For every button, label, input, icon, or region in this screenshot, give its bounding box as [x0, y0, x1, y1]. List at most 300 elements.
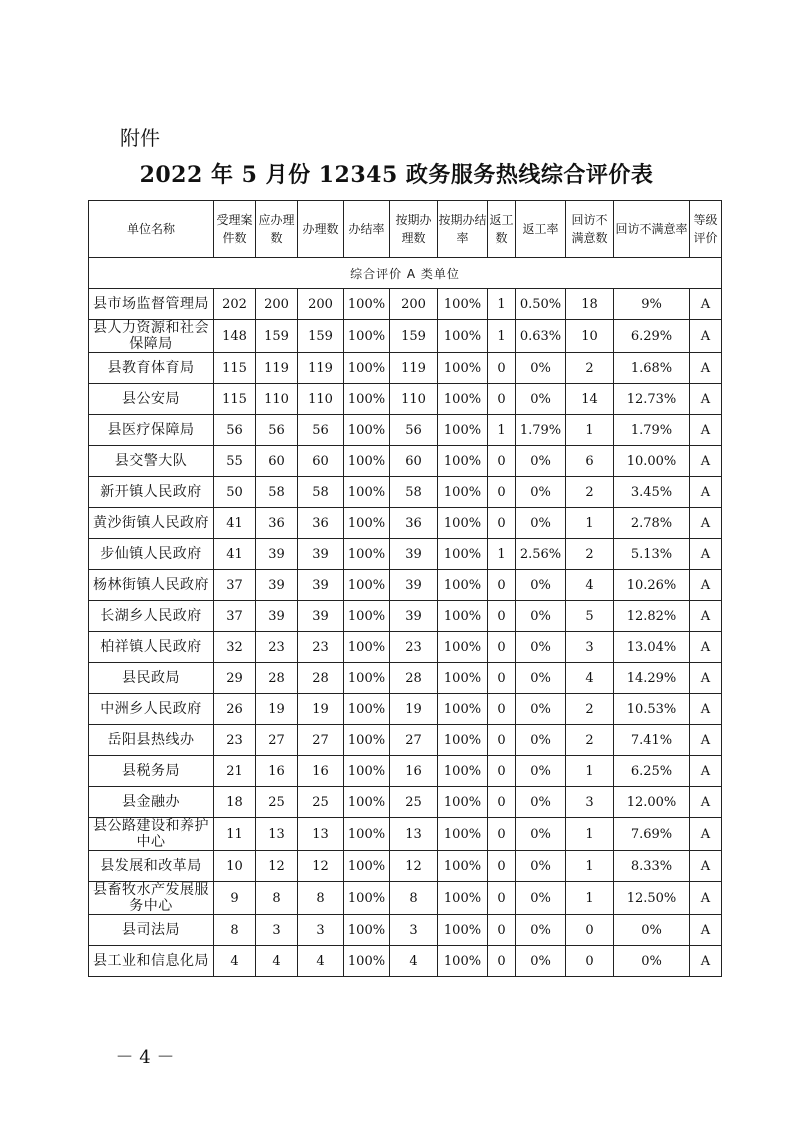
- table-cell: 6.25%: [614, 756, 690, 787]
- table-row: [89, 915, 722, 946]
- table-cell: 100%: [438, 353, 488, 384]
- table-cell: 0%: [516, 663, 566, 694]
- table-cell: 10: [214, 851, 256, 882]
- table-cell: 100%: [438, 477, 488, 508]
- table-row: [89, 477, 722, 508]
- table-cell: 32: [214, 632, 256, 663]
- table-cell: 0.63%: [516, 320, 566, 353]
- table-cell: A: [690, 725, 722, 756]
- table-cell: 12: [298, 851, 344, 882]
- table-cell: 6: [566, 446, 614, 477]
- table-row: [89, 694, 722, 725]
- table-cell: 0%: [516, 915, 566, 946]
- table-cell: 10.53%: [614, 694, 690, 725]
- table-cell: A: [690, 663, 722, 694]
- unit-name-cell: 中洲乡人民政府: [89, 694, 214, 725]
- table-row: [89, 601, 722, 632]
- table-cell: A: [690, 289, 722, 320]
- table-cell: 13: [256, 818, 298, 851]
- table-cell: A: [690, 446, 722, 477]
- table-cell: 100%: [344, 570, 390, 601]
- attachment-label: 附件: [120, 126, 160, 150]
- unit-name-cell: 县市场监督管理局: [89, 289, 214, 320]
- table-cell: A: [690, 694, 722, 725]
- table-cell: 115: [214, 353, 256, 384]
- table-cell: 100%: [344, 946, 390, 977]
- table-cell: A: [690, 601, 722, 632]
- table-cell: 0%: [516, 570, 566, 601]
- unit-name-cell: 县医疗保障局: [89, 415, 214, 446]
- table-cell: 100%: [438, 570, 488, 601]
- table-cell: 0: [566, 915, 614, 946]
- table-cell: 6.29%: [614, 320, 690, 353]
- table-cell: 100%: [344, 384, 390, 415]
- table-cell: A: [690, 882, 722, 915]
- table-cell: 159: [256, 320, 298, 353]
- table-cell: 39: [256, 570, 298, 601]
- table-cell: 19: [256, 694, 298, 725]
- table-cell: A: [690, 946, 722, 977]
- table-row: [89, 508, 722, 539]
- table-cell: 2: [566, 539, 614, 570]
- table-cell: 8.33%: [614, 851, 690, 882]
- table-cell: 23: [214, 725, 256, 756]
- table-cell: 10: [566, 320, 614, 353]
- table-cell: 119: [390, 353, 438, 384]
- table-cell: 1: [566, 851, 614, 882]
- table-cell: 100%: [438, 508, 488, 539]
- table-row: [89, 882, 722, 915]
- table-cell: A: [690, 320, 722, 353]
- table-cell: 29: [214, 663, 256, 694]
- table-cell: 0%: [614, 946, 690, 977]
- table-cell: 56: [298, 415, 344, 446]
- table-cell: 148: [214, 320, 256, 353]
- page-title: 2022 年 5 月份 12345 政务服务热线综合评价表: [139, 162, 654, 188]
- table-cell: 4: [566, 663, 614, 694]
- table-cell: 100%: [344, 320, 390, 353]
- table-cell: 3: [566, 787, 614, 818]
- table-cell: 3: [256, 915, 298, 946]
- table-cell: 19: [390, 694, 438, 725]
- table-cell: 0%: [516, 477, 566, 508]
- table-cell: 100%: [438, 725, 488, 756]
- table-cell: 0: [488, 915, 516, 946]
- table-cell: 115: [214, 384, 256, 415]
- table-cell: 100%: [438, 415, 488, 446]
- unit-name-cell: 县发展和改革局: [89, 851, 214, 882]
- table-cell: 10.26%: [614, 570, 690, 601]
- table-cell: 0%: [516, 446, 566, 477]
- table-cell: 14: [566, 384, 614, 415]
- table-cell: 0%: [614, 915, 690, 946]
- table-cell: 0%: [516, 508, 566, 539]
- table-cell: 28: [256, 663, 298, 694]
- table-cell: 0: [566, 946, 614, 977]
- header-cases-accepted: 受理案件数: [214, 201, 256, 258]
- table-cell: 1: [566, 818, 614, 851]
- table-cell: 27: [256, 725, 298, 756]
- table-cell: 100%: [438, 756, 488, 787]
- table-cell: 119: [298, 353, 344, 384]
- table-cell: 5.13%: [614, 539, 690, 570]
- table-row: [89, 756, 722, 787]
- table-cell: 23: [256, 632, 298, 663]
- table-cell: 100%: [438, 694, 488, 725]
- table-cell: 3: [298, 915, 344, 946]
- table-cell: 12: [390, 851, 438, 882]
- table-cell: 100%: [438, 539, 488, 570]
- table-cell: 0: [488, 508, 516, 539]
- table-cell: 0: [488, 353, 516, 384]
- table-cell: 60: [390, 446, 438, 477]
- table-cell: 8: [390, 882, 438, 915]
- unit-name-cell: 长湖乡人民政府: [89, 601, 214, 632]
- table-cell: 39: [256, 539, 298, 570]
- table-cell: 37: [214, 601, 256, 632]
- unit-name-cell: 县公路建设和养护中心: [89, 818, 214, 851]
- table-cell: 3.45%: [614, 477, 690, 508]
- table-cell: 100%: [438, 601, 488, 632]
- header-unit-name: 单位名称: [89, 201, 214, 258]
- table-cell: 7.41%: [614, 725, 690, 756]
- table-cell: 1: [566, 882, 614, 915]
- table-cell: 28: [298, 663, 344, 694]
- table-cell: 2.56%: [516, 539, 566, 570]
- table-cell: 56: [214, 415, 256, 446]
- table-cell: 0: [488, 787, 516, 818]
- table-cell: 28: [390, 663, 438, 694]
- unit-name-cell: 县工业和信息化局: [89, 946, 214, 977]
- table-cell: 110: [298, 384, 344, 415]
- table-cell: 0: [488, 756, 516, 787]
- section-label: 综合评价 A 类单位: [89, 258, 722, 289]
- table-cell: 1.79%: [614, 415, 690, 446]
- table-cell: 23: [298, 632, 344, 663]
- table-cell: 36: [298, 508, 344, 539]
- table-cell: A: [690, 384, 722, 415]
- table-cell: 5: [566, 601, 614, 632]
- table-cell: 1: [488, 320, 516, 353]
- table-cell: 100%: [438, 882, 488, 915]
- table-cell: A: [690, 353, 722, 384]
- unit-name-cell: 县司法局: [89, 915, 214, 946]
- table-cell: 39: [298, 601, 344, 632]
- table-cell: 0: [488, 818, 516, 851]
- table-cell: 37: [214, 570, 256, 601]
- table-cell: 56: [390, 415, 438, 446]
- table-row: [89, 446, 722, 477]
- table-cell: 100%: [438, 384, 488, 415]
- header-on-time-handled: 按期办理数: [390, 201, 438, 258]
- table-cell: 39: [298, 539, 344, 570]
- table-cell: 0: [488, 694, 516, 725]
- header-should-handle: 应办理数: [256, 201, 298, 258]
- table-row: [89, 632, 722, 663]
- table-cell: 3: [566, 632, 614, 663]
- unit-name-cell: 岳阳县热线办: [89, 725, 214, 756]
- table-cell: 1.68%: [614, 353, 690, 384]
- table-cell: 100%: [438, 787, 488, 818]
- table-cell: 2.78%: [614, 508, 690, 539]
- table-cell: 50: [214, 477, 256, 508]
- table-cell: 100%: [438, 446, 488, 477]
- table-cell: 1: [488, 415, 516, 446]
- table-cell: 2: [566, 694, 614, 725]
- table-cell: 1: [488, 289, 516, 320]
- table-cell: 0: [488, 882, 516, 915]
- table-cell: 3: [390, 915, 438, 946]
- table-cell: 100%: [344, 446, 390, 477]
- table-cell: 16: [298, 756, 344, 787]
- table-cell: A: [690, 787, 722, 818]
- table-cell: 12.73%: [614, 384, 690, 415]
- table-cell: 0: [488, 725, 516, 756]
- table-row: [89, 320, 722, 353]
- table-cell: 7.69%: [614, 818, 690, 851]
- header-rework-count: 返工数: [488, 201, 516, 258]
- table-row: [89, 539, 722, 570]
- table-cell: 100%: [344, 851, 390, 882]
- table-cell: 58: [256, 477, 298, 508]
- table-cell: 0%: [516, 725, 566, 756]
- table-cell: 21: [214, 756, 256, 787]
- unit-name-cell: 新开镇人民政府: [89, 477, 214, 508]
- table-row: [89, 570, 722, 601]
- table-cell: 14.29%: [614, 663, 690, 694]
- table-cell: 100%: [344, 787, 390, 818]
- section-row: [89, 258, 722, 289]
- table-cell: 16: [256, 756, 298, 787]
- table-cell: 159: [390, 320, 438, 353]
- table-row: [89, 663, 722, 694]
- table-cell: 0%: [516, 632, 566, 663]
- table-cell: 0: [488, 384, 516, 415]
- table-cell: 9: [214, 882, 256, 915]
- table-cell: 13: [390, 818, 438, 851]
- table-cell: 18: [214, 787, 256, 818]
- table-cell: A: [690, 915, 722, 946]
- table-cell: 8: [256, 882, 298, 915]
- table-cell: 0%: [516, 353, 566, 384]
- table-cell: 0%: [516, 601, 566, 632]
- header-grade: 等级评价: [690, 201, 722, 258]
- table-cell: 0: [488, 446, 516, 477]
- table-cell: 4: [214, 946, 256, 977]
- table-cell: 100%: [344, 539, 390, 570]
- table-cell: 1: [566, 508, 614, 539]
- table-cell: 100%: [344, 289, 390, 320]
- table-cell: A: [690, 570, 722, 601]
- table-cell: 56: [256, 415, 298, 446]
- table-row: [89, 818, 722, 851]
- unit-name-cell: 县教育体育局: [89, 353, 214, 384]
- table-cell: 2: [566, 353, 614, 384]
- table-cell: 200: [256, 289, 298, 320]
- table-row: [89, 787, 722, 818]
- table-cell: A: [690, 818, 722, 851]
- table-cell: 100%: [344, 601, 390, 632]
- table-cell: 0: [488, 601, 516, 632]
- unit-name-cell: 县畜牧水产发展服务中心: [89, 882, 214, 915]
- table-cell: 16: [390, 756, 438, 787]
- table-cell: 0: [488, 570, 516, 601]
- unit-name-cell: 县税务局: [89, 756, 214, 787]
- table-cell: 39: [298, 570, 344, 601]
- table-cell: 100%: [438, 915, 488, 946]
- unit-name-cell: 县民政局: [89, 663, 214, 694]
- table-cell: 100%: [344, 882, 390, 915]
- table-cell: 100%: [344, 915, 390, 946]
- table-cell: 58: [298, 477, 344, 508]
- table-cell: 119: [256, 353, 298, 384]
- table-cell: A: [690, 851, 722, 882]
- table-cell: 39: [256, 601, 298, 632]
- table-cell: 1.79%: [516, 415, 566, 446]
- table-cell: 0%: [516, 384, 566, 415]
- table-cell: 0: [488, 851, 516, 882]
- table-cell: 13.04%: [614, 632, 690, 663]
- table-row: [89, 725, 722, 756]
- table-cell: 13: [298, 818, 344, 851]
- header-rework-rate: 返工率: [516, 201, 566, 258]
- table-cell: 1: [488, 539, 516, 570]
- table-cell: 100%: [438, 320, 488, 353]
- table-cell: 8: [214, 915, 256, 946]
- header-completion-rate: 办结率: [344, 201, 390, 258]
- table-cell: 4: [566, 570, 614, 601]
- table-row: [89, 851, 722, 882]
- table-cell: 25: [298, 787, 344, 818]
- unit-name-cell: 县金融办: [89, 787, 214, 818]
- table-cell: 8: [298, 882, 344, 915]
- table-cell: 18: [566, 289, 614, 320]
- table-row: [89, 946, 722, 977]
- table-cell: A: [690, 756, 722, 787]
- table-cell: 0%: [516, 946, 566, 977]
- table-cell: A: [690, 477, 722, 508]
- table-cell: 100%: [438, 289, 488, 320]
- table-cell: 110: [256, 384, 298, 415]
- page-number: － 4 －: [115, 1047, 175, 1068]
- table-cell: 39: [390, 570, 438, 601]
- header-handled: 办理数: [298, 201, 344, 258]
- table-cell: 100%: [344, 415, 390, 446]
- header-dissatisfied-rate: 回访不满意率: [614, 201, 690, 258]
- table-cell: 0: [488, 632, 516, 663]
- table-cell: 12.82%: [614, 601, 690, 632]
- table-cell: 100%: [438, 632, 488, 663]
- table-cell: A: [690, 508, 722, 539]
- table-cell: 0.50%: [516, 289, 566, 320]
- table-cell: 12: [256, 851, 298, 882]
- table-cell: A: [690, 632, 722, 663]
- table-cell: 200: [298, 289, 344, 320]
- table-cell: 1: [566, 415, 614, 446]
- table-cell: 39: [390, 601, 438, 632]
- evaluation-table: [88, 200, 722, 977]
- table-cell: 0: [488, 663, 516, 694]
- unit-name-cell: 县交警大队: [89, 446, 214, 477]
- table-cell: 0%: [516, 756, 566, 787]
- table-header-row: [89, 201, 722, 258]
- table-cell: 100%: [344, 508, 390, 539]
- table-cell: 27: [390, 725, 438, 756]
- table-cell: 2: [566, 725, 614, 756]
- table-cell: 11: [214, 818, 256, 851]
- table-cell: 12.50%: [614, 882, 690, 915]
- unit-name-cell: 县公安局: [89, 384, 214, 415]
- table-cell: 9%: [614, 289, 690, 320]
- table-cell: 26: [214, 694, 256, 725]
- table-cell: 25: [256, 787, 298, 818]
- table-cell: 202: [214, 289, 256, 320]
- table-cell: 55: [214, 446, 256, 477]
- table-cell: 1: [566, 756, 614, 787]
- table-cell: 36: [256, 508, 298, 539]
- table-row: [89, 415, 722, 446]
- table-cell: 36: [390, 508, 438, 539]
- table-cell: 60: [298, 446, 344, 477]
- table-cell: 4: [256, 946, 298, 977]
- table-cell: 100%: [438, 663, 488, 694]
- table-cell: 25: [390, 787, 438, 818]
- table-cell: 100%: [344, 477, 390, 508]
- table-cell: 200: [390, 289, 438, 320]
- table-cell: 100%: [344, 663, 390, 694]
- unit-name-cell: 杨林街镇人民政府: [89, 570, 214, 601]
- header-dissatisfied-count: 回访不满意数: [566, 201, 614, 258]
- table-cell: 100%: [344, 694, 390, 725]
- table-cell: 0%: [516, 851, 566, 882]
- table-cell: 4: [390, 946, 438, 977]
- table-cell: 39: [390, 539, 438, 570]
- table-cell: 60: [256, 446, 298, 477]
- table-cell: 19: [298, 694, 344, 725]
- table-cell: A: [690, 415, 722, 446]
- table-cell: 0: [488, 477, 516, 508]
- unit-name-cell: 县人力资源和社会保障局: [89, 320, 214, 353]
- table-cell: 0: [488, 946, 516, 977]
- table-row: [89, 289, 722, 320]
- unit-name-cell: 黄沙街镇人民政府: [89, 508, 214, 539]
- table-cell: 41: [214, 508, 256, 539]
- table-cell: 12.00%: [614, 787, 690, 818]
- table-cell: 110: [390, 384, 438, 415]
- table-cell: 0%: [516, 694, 566, 725]
- table-cell: 2: [566, 477, 614, 508]
- table-cell: 159: [298, 320, 344, 353]
- table-cell: 100%: [344, 632, 390, 663]
- table-cell: 58: [390, 477, 438, 508]
- table-cell: 41: [214, 539, 256, 570]
- unit-name-cell: 柏祥镇人民政府: [89, 632, 214, 663]
- unit-name-cell: 步仙镇人民政府: [89, 539, 214, 570]
- header-on-time-rate: 按期办结率: [438, 201, 488, 258]
- table-cell: 23: [390, 632, 438, 663]
- table-cell: 100%: [344, 725, 390, 756]
- table-cell: 100%: [344, 353, 390, 384]
- table-cell: 0%: [516, 787, 566, 818]
- table-row: [89, 353, 722, 384]
- table-cell: 100%: [438, 851, 488, 882]
- table-cell: 4: [298, 946, 344, 977]
- table-cell: 100%: [438, 818, 488, 851]
- table-row: [89, 384, 722, 415]
- table-cell: 100%: [438, 946, 488, 977]
- table-cell: 0%: [516, 818, 566, 851]
- table-cell: 100%: [344, 756, 390, 787]
